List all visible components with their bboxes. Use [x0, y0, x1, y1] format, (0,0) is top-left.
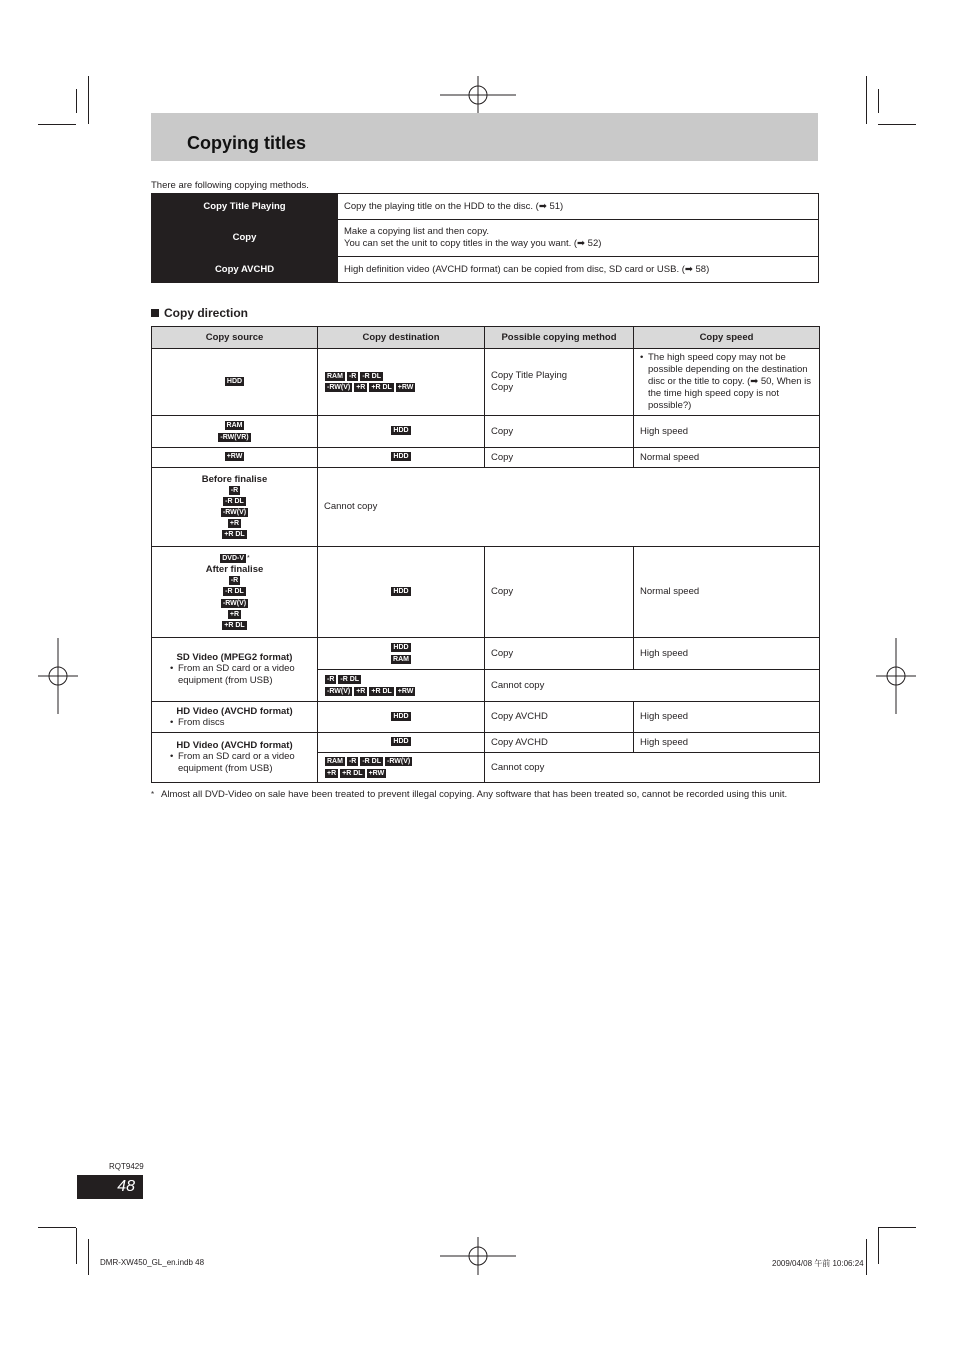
- copy-direction-table: [151, 326, 820, 783]
- crop-mark: [866, 1239, 867, 1275]
- media-badge: -R DL: [362, 372, 382, 380]
- table-row: [152, 733, 820, 753]
- media-badge: -RW(VR): [220, 433, 249, 441]
- media-badge: +R DL: [224, 531, 245, 539]
- media-badge: RAM: [393, 655, 409, 663]
- method-label: Copy Title Playing: [152, 194, 338, 220]
- copy-method: Cannot copy: [318, 468, 820, 547]
- copy-speed: High speed: [634, 733, 820, 753]
- media-badge: -R: [230, 486, 239, 494]
- media-badge: RAM: [226, 422, 243, 430]
- copy-method: Copy AVCHD: [485, 733, 634, 753]
- media-badge: HDD: [393, 712, 409, 720]
- table-row: [152, 638, 820, 670]
- crop-mark: [88, 1239, 89, 1275]
- media-badge: +RW: [397, 384, 414, 391]
- square-bullet-icon: [151, 309, 159, 317]
- copy-speed: • The high speed copy may not be possible depending on the destination disc or the title to copy. (➡ 50, When is the time high speed copy is not possible?): [634, 349, 820, 416]
- copy-source: HD Video (AVCHD format) • From discs: [152, 702, 318, 733]
- media-badge: +R: [356, 384, 366, 391]
- copy-source: [152, 349, 318, 416]
- copy-method: Copy Title Playing Copy: [485, 349, 634, 416]
- copy-speed: Normal speed: [634, 448, 820, 468]
- media-badge: +R DL: [371, 384, 392, 391]
- media-badge: -R: [230, 577, 239, 585]
- media-badge: +R DL: [224, 621, 245, 629]
- table-row: [152, 468, 820, 547]
- page-number: 48: [77, 1175, 143, 1199]
- copy-speed: Normal speed: [634, 547, 820, 638]
- copy-source: SD Video (MPEG2 format) • From an SD card or a video equipment (from USB): [152, 638, 318, 702]
- method-label: Copy: [152, 220, 338, 257]
- media-badge: HDD: [226, 377, 243, 385]
- copy-speed: High speed: [634, 638, 820, 670]
- footer-left: DMR-XW450_GL_en.indb 48: [100, 1258, 205, 1267]
- method-description: Make a copying list and then copy. You can set the unit to copy titles in the way you want. (➡ 52): [338, 220, 819, 257]
- media-badge: DVD-V: [222, 555, 245, 563]
- table-row: [152, 448, 820, 468]
- table-row: [152, 702, 820, 733]
- crop-mark: [38, 124, 76, 125]
- table-header-row: [152, 327, 820, 349]
- copy-destination: [318, 753, 485, 783]
- media-badge: -R: [348, 758, 357, 766]
- media-badge: -RW(V): [222, 599, 247, 607]
- copy-destination: [318, 349, 485, 416]
- media-badge: +R: [229, 520, 240, 527]
- page-title: Copying titles: [187, 133, 307, 153]
- section-heading: Copy direction: [151, 306, 248, 320]
- media-badge: RAM: [327, 372, 343, 380]
- registration-mark-left: [38, 638, 78, 714]
- title-bar: [151, 113, 818, 161]
- copy-destination: [318, 733, 485, 753]
- media-badge: +RW: [226, 453, 243, 461]
- copy-source: [152, 416, 318, 448]
- table-row: [152, 194, 819, 220]
- copy-destination: [318, 416, 485, 448]
- copy-speed: High speed: [634, 702, 820, 733]
- copy-destination: [318, 547, 485, 638]
- media-badge: -R DL: [362, 758, 382, 766]
- copy-destination: [318, 638, 485, 670]
- crop-mark: [878, 89, 879, 113]
- table-row: [152, 547, 820, 638]
- method-description: High definition video (AVCHD format) can be copied from disc, SD card or USB. (➡ 58): [338, 257, 819, 283]
- footnote-mark: *: [151, 790, 155, 799]
- column-header: Copy source: [152, 327, 318, 349]
- registration-mark-top: [440, 76, 516, 114]
- footnote: [151, 789, 819, 801]
- crop-mark: [866, 76, 867, 124]
- media-badge: HDD: [393, 453, 409, 461]
- table-row: [152, 257, 819, 283]
- footnote-text: Almost all DVD-Video on sale have been treated to prevent illegal copying. Any software that has been treated so, cannot be recorded using this unit.: [161, 789, 788, 800]
- copy-method: Cannot copy: [485, 753, 820, 783]
- source-heading: HD Video (AVCHD format): [176, 740, 293, 751]
- media-badge: -R DL: [225, 497, 244, 505]
- table-row: [152, 220, 819, 257]
- copy-method: Copy: [485, 547, 634, 638]
- copy-destination: [318, 448, 485, 468]
- copy-methods-table: [151, 193, 819, 283]
- crop-mark: [878, 1228, 879, 1264]
- media-badge: HDD: [393, 587, 409, 595]
- media-badge: -RW(V): [222, 508, 247, 516]
- copy-source: HD Video (AVCHD format) • From an SD card or a video equipment (from USB): [152, 733, 318, 783]
- media-badge: -RW(V): [327, 687, 351, 695]
- media-badge: HDD: [393, 427, 409, 435]
- media-badge: +R: [327, 769, 337, 777]
- copy-method: Cannot copy: [485, 670, 820, 702]
- intro-text: There are following copying methods.: [151, 180, 309, 191]
- crop-mark: [38, 1227, 76, 1228]
- media-badge: RAM: [327, 758, 343, 766]
- media-badge: -R: [327, 676, 335, 684]
- media-badge: HDD: [393, 738, 409, 746]
- copy-method: Copy AVCHD: [485, 702, 634, 733]
- media-badge: -RW(V): [387, 758, 411, 766]
- copy-source: [152, 547, 318, 638]
- crop-mark: [76, 1228, 77, 1264]
- media-badge: +RW: [397, 687, 414, 695]
- crop-mark: [878, 124, 916, 125]
- source-heading: After finalise: [205, 564, 264, 576]
- table-row: [152, 416, 820, 448]
- registration-mark-bottom: [440, 1237, 516, 1275]
- media-badge: -R DL: [340, 676, 360, 684]
- media-badge: +R DL: [371, 687, 392, 695]
- source-heading: HD Video (AVCHD format): [176, 705, 293, 717]
- media-badge: +R DL: [342, 769, 363, 777]
- column-header: Copy destination: [318, 327, 485, 349]
- media-badge: HDD: [393, 644, 409, 652]
- media-badge: +R: [229, 610, 240, 618]
- copy-destination: [318, 702, 485, 733]
- media-badge: +RW: [368, 769, 385, 777]
- footnote-ref: *: [247, 555, 250, 563]
- crop-mark: [88, 76, 89, 124]
- doc-code: RQT9429: [109, 1162, 144, 1171]
- copy-method: Copy: [485, 416, 634, 448]
- media-badge: -RW(V): [327, 384, 351, 391]
- column-header: Copy speed: [634, 327, 820, 349]
- copy-source: [152, 448, 318, 468]
- copy-destination: [318, 670, 485, 702]
- media-badge: -R DL: [225, 588, 244, 596]
- copy-source: [152, 468, 318, 547]
- crop-mark: [76, 89, 77, 113]
- table-row: [152, 349, 820, 416]
- registration-mark-right: [876, 638, 916, 714]
- media-badge: +R: [356, 687, 366, 695]
- method-label: Copy AVCHD: [152, 257, 338, 283]
- crop-mark: [878, 1227, 916, 1228]
- source-heading: SD Video (MPEG2 format): [176, 652, 293, 663]
- media-badge: -R: [348, 372, 357, 380]
- source-heading: Before finalise: [201, 473, 268, 485]
- copy-method: Copy: [485, 448, 634, 468]
- method-description: Copy the playing title on the HDD to the disc. (➡ 51): [338, 194, 819, 220]
- copy-method: Copy: [485, 638, 634, 670]
- copy-speed: High speed: [634, 416, 820, 448]
- footer-right: 2009/04/08 午前 10:06:24: [772, 1259, 864, 1268]
- column-header: Possible copying method: [485, 327, 634, 349]
